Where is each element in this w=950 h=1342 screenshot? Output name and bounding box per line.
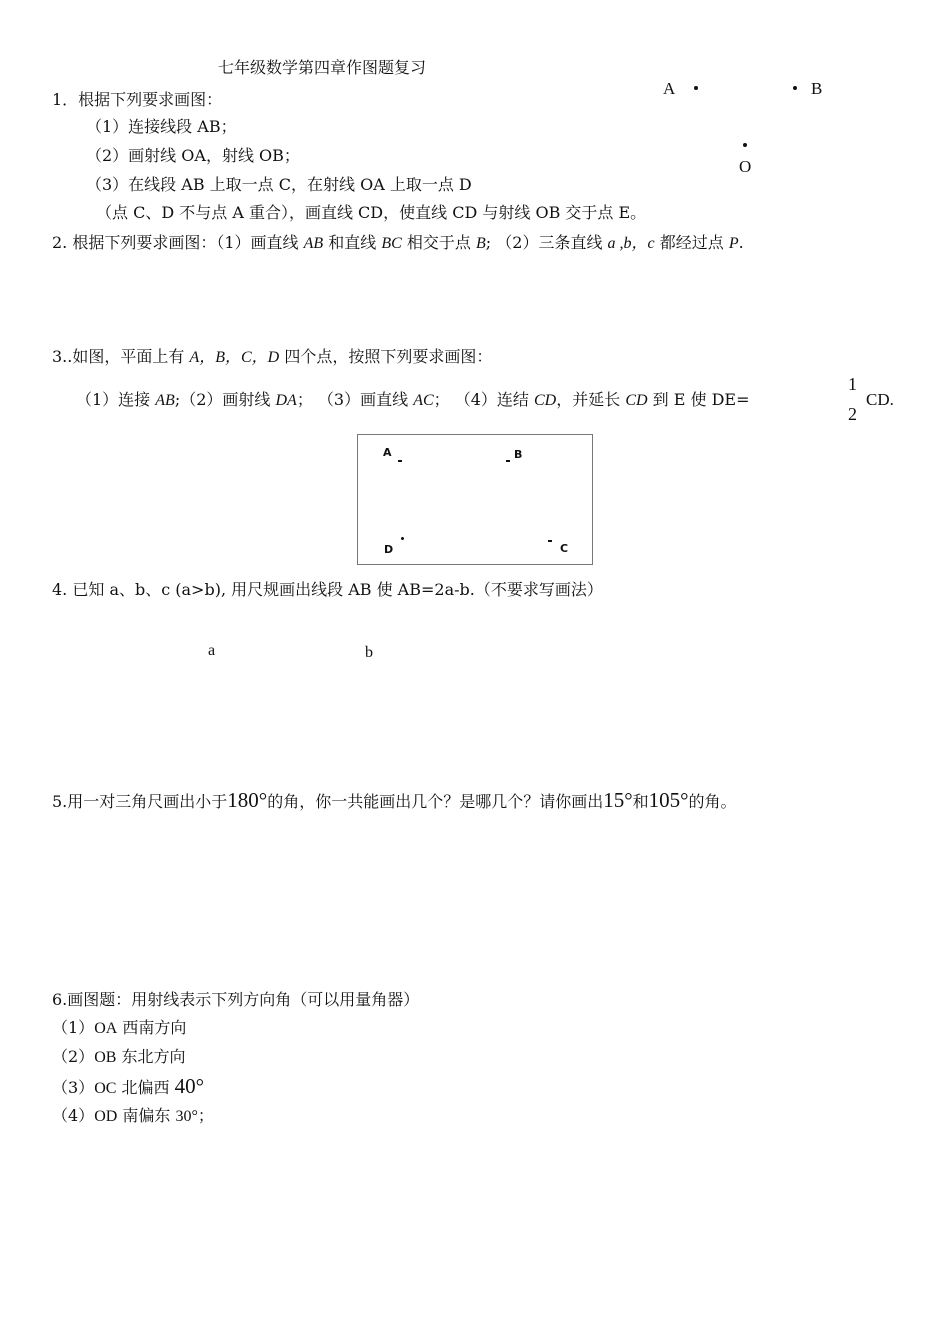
q3-stem <box>52 347 492 368</box>
q3-box-label-d: D <box>384 543 394 556</box>
q3-box-label-a: A <box>383 446 392 459</box>
q1-part3-cont: （点 C、D 不与点 A 重合），画直线 CD，使直线 CD 与射线 OB 交于点 E。 <box>96 203 647 222</box>
q1-point-o <box>743 143 747 147</box>
q3-ab: AB <box>155 392 175 409</box>
q5-angle-105: 105° <box>648 788 689 812</box>
q1-point-a <box>694 86 698 90</box>
q6-item-1-dir: 西南方向 <box>117 1018 187 1037</box>
q6-item-3-num: （3） <box>52 1078 95 1097</box>
page-title: 七年级数学第四章作图题复习 <box>218 58 427 77</box>
q2-point-b: B <box>476 235 486 252</box>
q2-line-ab: AB <box>303 235 324 252</box>
q1-label-b: B <box>811 79 823 98</box>
q3-r3: ； （3）画直线 <box>296 390 414 409</box>
q6-item-3-angle: 40° <box>174 1074 205 1098</box>
q3-r4: ； （4）连结 <box>433 390 534 409</box>
q3-r2: ;（2）画射线 <box>174 390 276 409</box>
q3-r1: （1）连接 <box>76 390 156 409</box>
q5-text <box>52 788 737 814</box>
q1-part3: （3）在线段 AB 上取一点 C，在射线 OA 上取一点 D <box>86 175 472 194</box>
q5-angle-15: 15° <box>603 788 633 812</box>
q3-box-point-a <box>398 460 402 462</box>
q6-item-2-dir: 东北方向 <box>116 1047 186 1066</box>
q6-item-4-end: ； <box>197 1106 214 1125</box>
q2-point-p: P <box>728 235 739 252</box>
q1-stem: 1．根据下列要求画图： <box>52 90 223 109</box>
q3-fraction-numerator: 1 <box>848 374 857 394</box>
q3-fraction-denominator: 2 <box>848 404 857 424</box>
q3-cd2: CD <box>625 392 648 409</box>
q1-label-a: A <box>663 79 676 98</box>
q3-box-point-d <box>401 537 404 540</box>
q5-s1: 5.用一对三角尺画出小于 <box>52 792 228 811</box>
q5-s4: 的角。 <box>688 792 737 811</box>
q4-segment-a-label: a <box>208 642 216 659</box>
q2-line-bc: BC <box>381 235 402 252</box>
q4-segment-b-label: b <box>365 644 373 661</box>
q6-item-2-ray: OB <box>94 1049 117 1066</box>
q1-point-b <box>793 86 797 90</box>
q1-part2: （2）画射线 OA，射线 OB； <box>86 146 300 165</box>
q3-points: A，B，C，D <box>189 349 280 366</box>
q3-stem-start: 3..如图，平面上有 <box>52 347 190 366</box>
q3-box-label-c: C <box>560 542 569 555</box>
q2-mid4: 都经过点 <box>654 233 729 252</box>
q6-item-3 <box>52 1074 204 1101</box>
q3-requirements <box>76 390 750 411</box>
q2-end: . <box>738 233 744 252</box>
q3-ac: AC <box>413 392 434 409</box>
q2-mid2: 相交于点 <box>401 233 476 252</box>
q5-s2: 的角，你一共能画出几个？是哪几个？请你画出 <box>267 792 604 811</box>
q6-item-1-num: （1） <box>52 1018 95 1037</box>
q6-item-4-num: （4） <box>52 1106 95 1125</box>
q6-item-1 <box>52 1018 186 1039</box>
q3-da: DA <box>275 392 297 409</box>
q3-figure-box <box>357 434 593 565</box>
q3-box-point-c <box>548 540 552 542</box>
q6-item-1-ray: OA <box>94 1020 118 1037</box>
q5-angle-180: 180° <box>227 788 268 812</box>
q3-r6: 到 E 使 DE= <box>647 390 750 409</box>
q6-stem: 6.画图题：用射线表示下列方向角（可以用量角器） <box>52 990 420 1009</box>
q1-label-o: O <box>739 157 752 176</box>
q6-item-4-ray: OD <box>94 1108 118 1125</box>
q3-stem-end: 四个点，按照下列要求画图： <box>279 347 493 366</box>
q2-text <box>52 233 744 254</box>
q2-vars: a ,b，c <box>607 235 655 252</box>
q6-item-2 <box>52 1047 186 1068</box>
q4-stem: 4. 已知 a、b、c (a>b), 用尺规画出线段 AB 使 AB=2a-b.（不要求写画法） <box>52 580 603 599</box>
q3-box-point-b <box>506 460 510 462</box>
q2-prefix: 2. 根据下列要求画图：（1）画直线 <box>52 233 304 252</box>
q6-item-4-angle: 30° <box>175 1108 198 1125</box>
q6-item-4 <box>52 1106 214 1127</box>
q6-item-3-dir: 北偏西 <box>116 1078 175 1097</box>
q6-item-2-num: （2） <box>52 1047 95 1066</box>
q3-cd: CD <box>534 392 557 409</box>
q6-item-3-ray: OC <box>94 1080 117 1097</box>
q6-item-4-dir: 南偏东 <box>117 1106 176 1125</box>
q3-fraction-tail: CD. <box>866 390 894 409</box>
q5-s3: 和 <box>632 792 649 811</box>
q2-mid1: 和直线 <box>323 233 382 252</box>
q3-r5: ，并延长 <box>556 390 626 409</box>
q3-box-label-b: B <box>514 448 523 461</box>
q1-part1: （1）连接线段 AB； <box>86 117 237 136</box>
q2-mid3: ; （2）三条直线 <box>485 233 608 252</box>
